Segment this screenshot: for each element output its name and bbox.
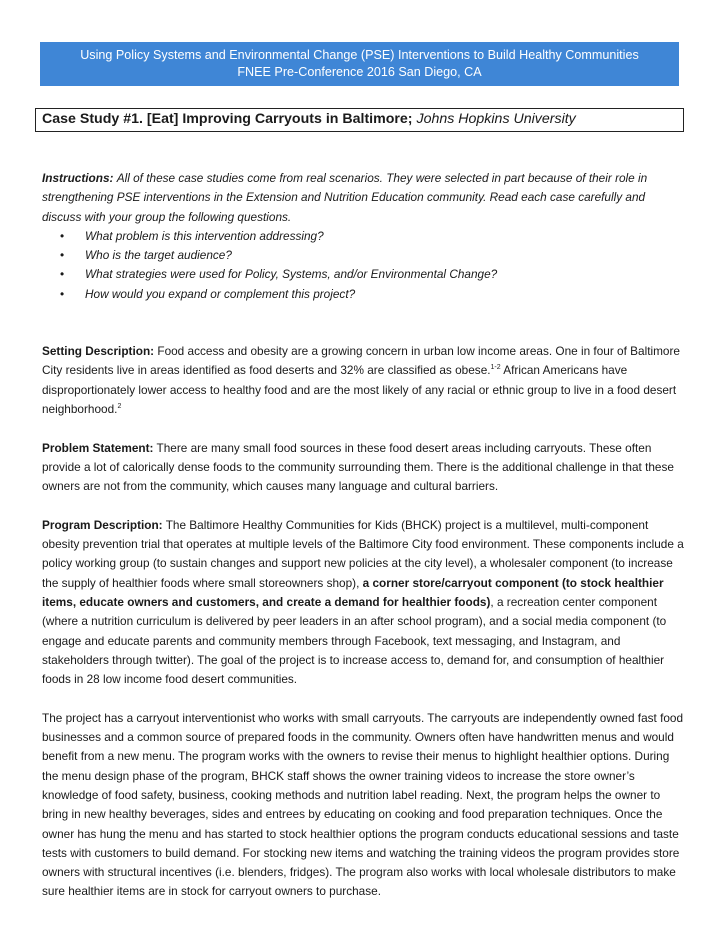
case-study-title-box [35,108,684,132]
instructions-label: Instructions: [42,171,114,185]
instructions-paragraph [42,169,687,227]
program-text-2: , a recreation center component (where a nutrition curriculum is delivered by peer leaders in an after school program), and a social media component (to engage and educate parents and community members through Facebook, text messaging, and Instagram, and stakeholders through twitter). The goal of the project is to increase access to, demand for, and consumption of healthier foods in 28 low income food desert communities. [42,594,667,687]
setting-label: Setting Description: [42,344,155,359]
program-label: Program Description: [42,517,163,532]
question-text: What strategies were used for Policy, Systems, and/or Environmental Change? [85,267,498,282]
banner-title: Using Policy Systems and Environmental Change (PSE) Interventions to Build Healthy Communities [80,48,639,62]
footnote-ref: 1-2 [490,364,501,372]
case-study-institution: Johns Hopkins University [416,111,576,127]
problem-label: Problem Statement: [42,440,154,455]
question-item [42,285,687,304]
document-body [42,169,687,902]
question-item [42,227,687,246]
setting-text-1: Food access and obesity are a growing concern in urban low income areas. One in four of Baltimore City residents live in areas identified as food deserts and 32% are classified as obese. [42,344,680,378]
problem-paragraph [42,439,687,497]
bullet-icon: • [60,267,65,282]
question-item [42,246,687,265]
program-text-1: The Baltimore Healthy Communities for Kids (BHCK) project is a multilevel, multi-component obesity prevention trial that operates at multiple levels of the Baltimore City food environment. These components include a policy working group (to sustain changes and support new policies at the city level), a wholesaler component (to increase the supply of healthier foods where small storeowners shop), [42,517,684,590]
program-highlight: a corner store/carryout component (to stock healthier items, educate owners and customers, and create a demand for healthier foods) [42,575,664,609]
question-text: How would you expand or complement this project? [85,286,356,301]
question-item [42,265,687,284]
program-paragraph [42,516,687,690]
bullet-icon: • [60,248,65,263]
case-study-title: Case Study #1. [Eat] Improving Carryouts in Baltimore; [42,111,413,127]
bullet-icon: • [60,228,65,243]
problem-text: There are many small food sources in these food desert areas including carryouts. These often provide a lot of calorically dense foods to the community surrounding them. There is the additional challenge in that these owners are not from the community, which causes many language and cultural barriers. [42,440,674,494]
bullet-icon: • [60,286,65,301]
question-text: What problem is this intervention addressing? [85,228,324,243]
conference-banner [40,42,679,86]
discussion-questions [42,227,687,304]
footnote-ref: 2 [117,403,122,411]
instructions-text: All of these case studies come from real scenarios. They were selected in part because of their role in strengthening PSE interventions in the Extension and Nutrition Education community. Read each case carefully and discuss with your group the following questions. [42,171,648,224]
question-text: Who is the target audience? [85,248,232,263]
carryout-paragraph: The project has a carryout interventionist who works with small carryouts. The carryouts are independently owned fast food businesses and a common source of prepared foods in the community. Owners often have handwritten menus and would benefit from a new menu. The program works with the owners to revise their menus to highlight healthier options. During the menu design phase of the program, BHCK staff shows the owner training videos to increase the store owner’s knowledge of food safety, business, cooking methods and nutrition label reading. Next, the program helps the owner to bring in new healthy beverages, sides and entrees by educating on cooking and food preparation techniques. Once the owner has hung the menu and has started to stock healthier options the program conducts educational sessions and taste tests with customers to build demand. For stocking new items and watching the training videos the program provides store owners with structural incentives (i.e. blenders, fridges). The program also works with local wholesale distributors to make sure healthier items are in stock for carryout owners to purchase. [42,710,684,899]
setting-paragraph [42,342,687,419]
banner-subtitle: FNEE Pre-Conference 2016 San Diego, CA [237,65,482,79]
setting-text-2: African Americans have disproportionately lower access to healthy food and are the most likely of any racial or ethnic group to live in a food desert neighborhood. [42,363,677,416]
